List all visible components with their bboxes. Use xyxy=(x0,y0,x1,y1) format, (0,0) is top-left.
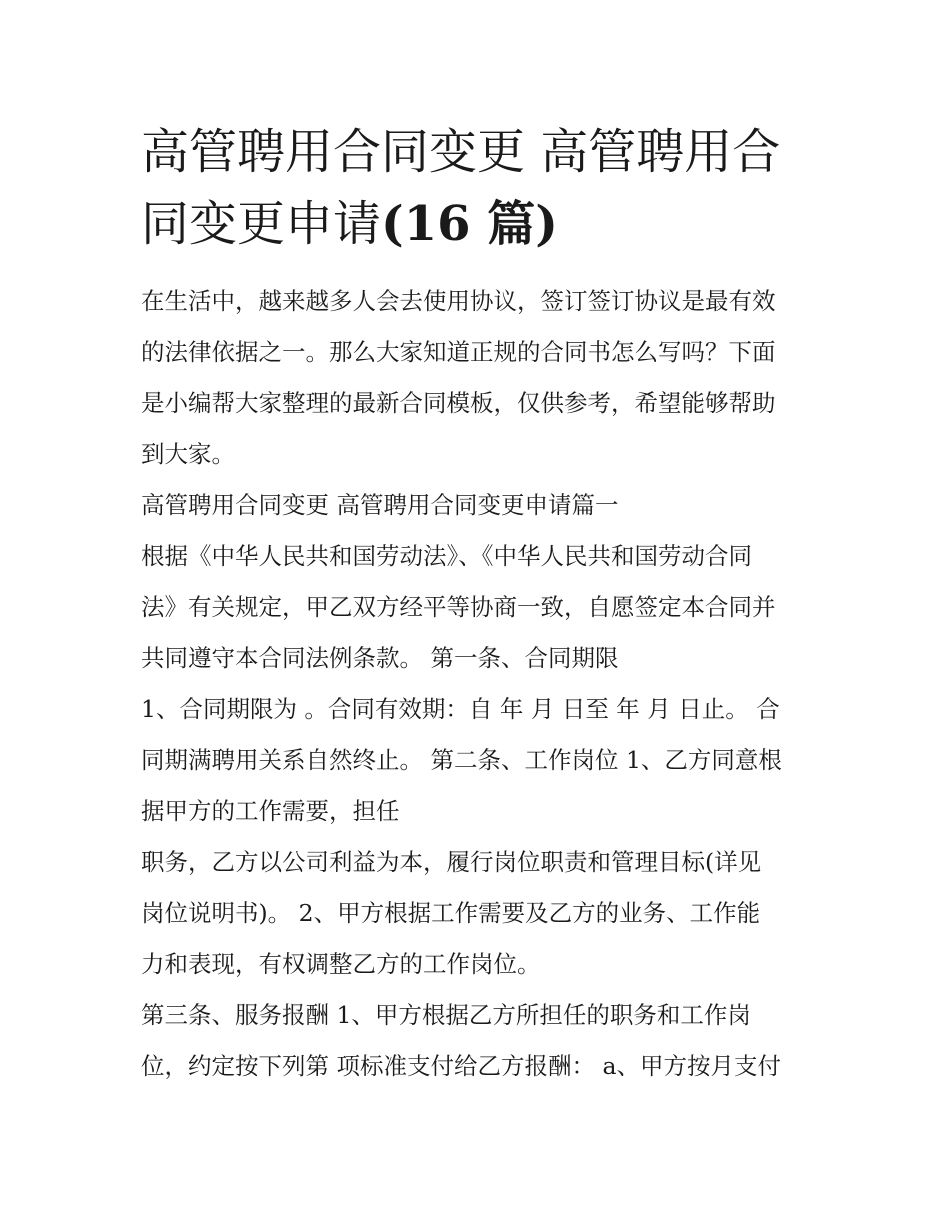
body-line: 在生活中，越来越多人会去使用协议，签订签订协议是最有效 xyxy=(141,287,776,315)
body-line: 到大家。 xyxy=(141,440,235,468)
body-line: 岗位说明书)。 2、甲方根据工作需要及乙方的业务、工作能 xyxy=(141,899,761,927)
title-line-2-text: 同变更申请 xyxy=(141,196,382,252)
document-body xyxy=(141,280,821,1096)
section-heading: 高管聘用合同变更 高管聘用合同变更申请篇一 xyxy=(141,491,619,519)
title-line-2 xyxy=(141,188,831,260)
body-line: 1、合同期限为 。合同有效期：自 年 月 日至 年 月 日止。 合 xyxy=(141,695,780,723)
body-line: 根据《中华人民共和国劳动法》、《中华人民共和国劳动合同 xyxy=(141,542,752,570)
body-line: 的法律依据之一。那么大家知道正规的合同书怎么写吗？下面 xyxy=(141,338,776,366)
body-line: 法》有关规定，甲乙双方经平等协商一致，自愿签定本合同并 xyxy=(141,593,776,621)
body-line: 共同遵守本合同法例条款。 第一条、合同期限 xyxy=(141,644,619,672)
body-line: 第三条、服务报酬 1、甲方根据乙方所担任的职务和工作岗 xyxy=(141,1001,751,1029)
body-line: 是小编帮大家整理的最新合同模板，仅供参考，希望能够帮助 xyxy=(141,389,776,417)
body-line: 据甲方的工作需要，担任 xyxy=(141,797,400,825)
body-line: 职务，乙方以公司利益为本，履行岗位职责和管理目标(详见 xyxy=(141,848,762,876)
title-line-1: 高管聘用合同变更 高管聘用合 xyxy=(141,124,781,180)
body-line: 力和表现，有权调整乙方的工作岗位。 xyxy=(141,950,541,978)
document-title xyxy=(141,116,831,260)
body-line: 同期满聘用关系自然终止。 第二条、工作岗位 1、乙方同意根 xyxy=(141,746,782,774)
body-line: 位，约定按下列第 项标准支付给乙方报酬： a、甲方按月支付 xyxy=(141,1052,781,1080)
title-count: (16 篇) xyxy=(381,196,558,252)
